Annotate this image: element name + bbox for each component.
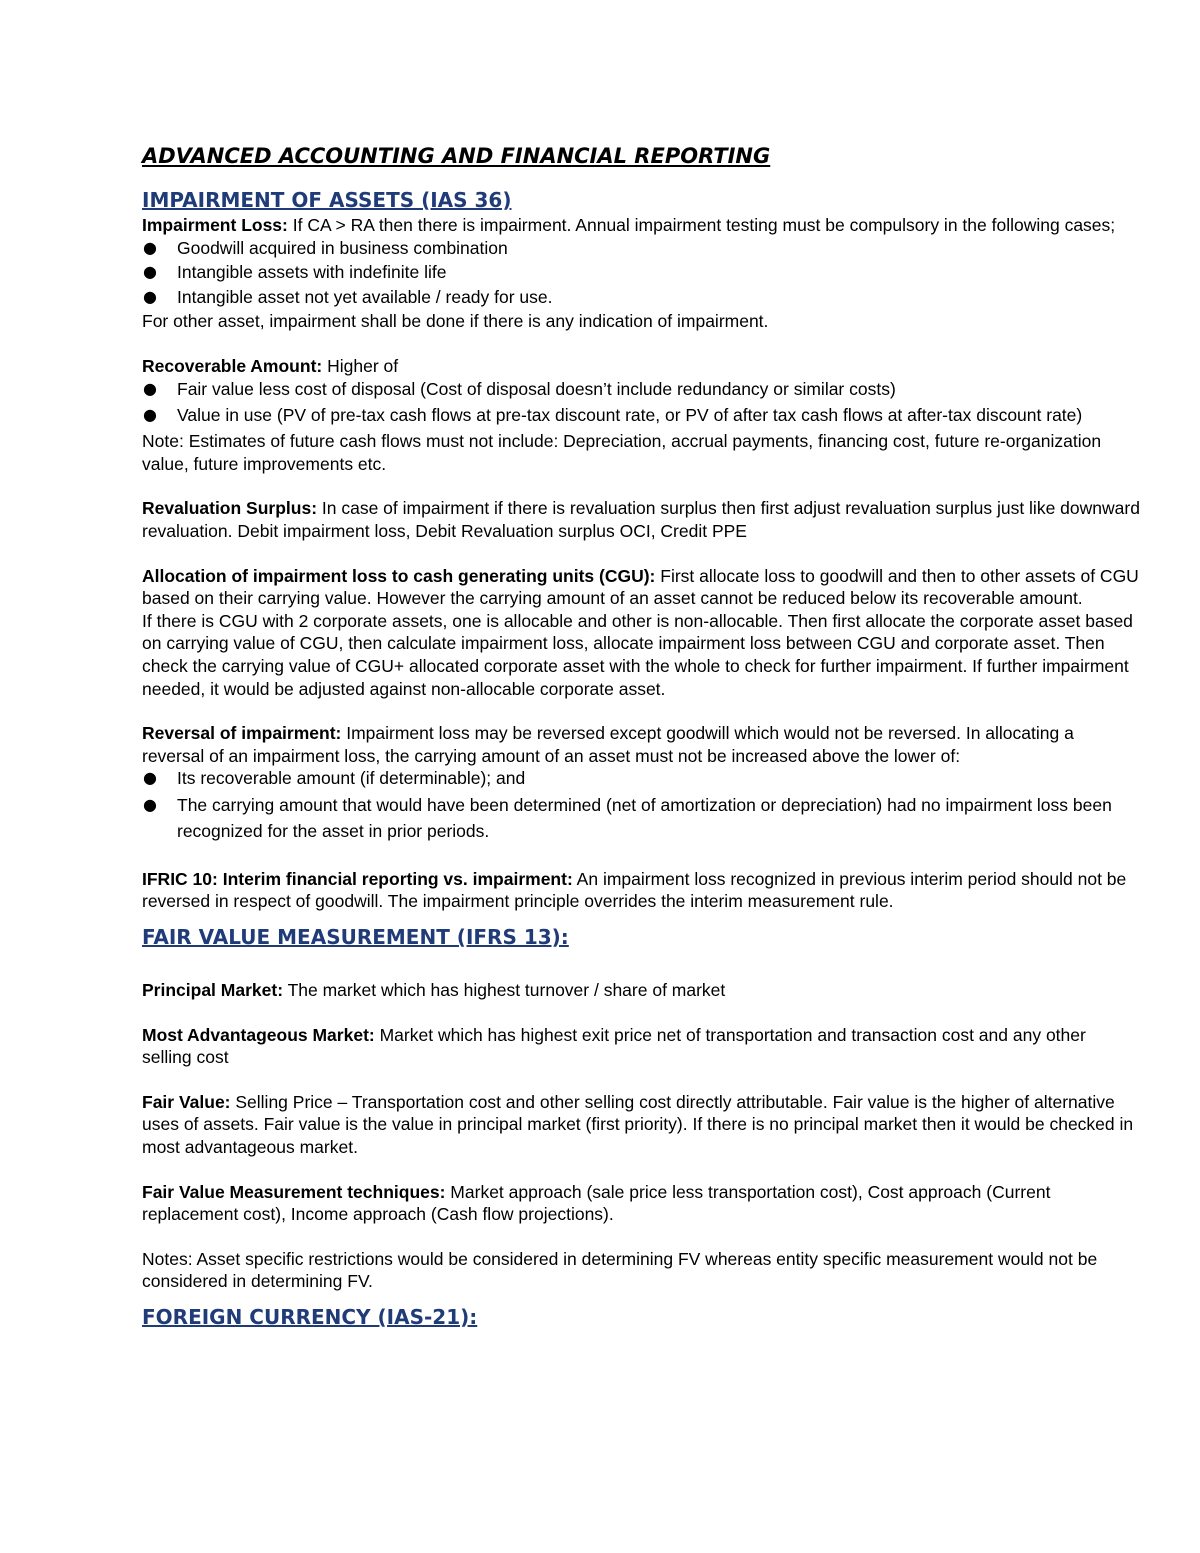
section-heading-ifrs13: FAIR VALUE MEASUREMENT (IFRS 13): bbox=[142, 925, 569, 950]
term-impairment-loss: Impairment Loss: bbox=[142, 215, 288, 235]
term-most-advantageous-market: Most Advantageous Market: bbox=[142, 1024, 375, 1045]
term-principal-market: Principal Market: bbox=[142, 980, 284, 1001]
recoverable-amount-list bbox=[142, 378, 1140, 429]
bullet-icon: ● bbox=[143, 405, 157, 425]
bullet-icon: ● bbox=[143, 794, 157, 814]
paragraph-cgu-allocation: Allocation of impairment loss to cash generating units (CGU): First allocate loss to goodwill and then to other assets of CGU based on their carrying value. However the carrying amount of an asset cannot be reduced below its recoverable amount. bbox=[142, 565, 1139, 609]
list-item: ● Value in use (PV of pre-tax cash flows at pre-tax discount rate, or PV of after tax cash flows at after-tax discount rate) bbox=[142, 402, 1140, 428]
paragraph-most-advantageous-market: Most Advantageous Market: Market which has highest exit price net of transportation and transaction cost and any other selling cost bbox=[142, 1024, 1086, 1068]
paragraph-recoverable-amount: Recoverable Amount: Higher of bbox=[142, 355, 399, 376]
paragraph-fv-techniques: Fair Value Measurement techniques: Market approach (sale price less transportation cost), Cost approach (Current replacement cost), Income approach (Cash flow projections). bbox=[142, 1181, 1051, 1225]
bullet-icon: ● bbox=[143, 768, 157, 788]
term-fv-techniques: Fair Value Measurement techniques: bbox=[142, 1181, 446, 1202]
paragraph-fv-notes: Notes: Asset specific restrictions would be considered in determining FV whereas entity specific measurement would not be considered in determining FV. bbox=[142, 1248, 1098, 1292]
list-item: ● Intangible assets with indefinite life bbox=[143, 262, 447, 283]
term-fair-value: Fair Value: bbox=[142, 1091, 231, 1112]
term-reversal: Reversal of impairment: bbox=[142, 723, 342, 744]
section-heading-ias21: FOREIGN CURRENCY (IAS-21): bbox=[142, 1305, 478, 1329]
bullet-icon: ● bbox=[143, 262, 157, 282]
bullet-icon: ● bbox=[143, 237, 157, 257]
list-item: ● Goodwill acquired in business combination bbox=[143, 237, 508, 258]
list-item: ● Fair value less cost of disposal (Cost of disposal doesn’t include redundancy or similar costs) bbox=[143, 378, 896, 399]
paragraph-cgu-corporate-assets: If there is CGU with 2 corporate assets, one is allocable and other is non-allocable. Then first allocate the corporate asset based on carrying value of CGU, then calculate impairment loss, allocate impairment loss between CGU and corporate asset. Then check the carrying value of CGU+ allocated corporate asset with the whole to check for further impairment. If further impairment needed, it would be adjusted against non-allocable corporate asset. bbox=[142, 610, 1133, 699]
paragraph-ifric10: IFRIC 10: Interim financial reporting vs. impairment: An impairment loss recognized in previous interim period should not be reversed in respect of goodwill. The impairment principle overrides the interim measurement rule. bbox=[142, 868, 1127, 912]
section-heading-ias36: IMPAIRMENT OF ASSETS (IAS 36) bbox=[142, 188, 512, 212]
list-item: ● The carrying amount that would have been determined (net of amortization or depreciation) had no impairment loss been recognized for the asset in prior periods. bbox=[142, 792, 1140, 844]
paragraph-impairment-loss: Impairment Loss: If CA > RA then there is impairment. Annual impairment testing must be compulsory in the following cases; bbox=[142, 215, 1116, 235]
document-title: ADVANCED ACCOUNTING AND FINANCIAL REPORTING bbox=[142, 144, 771, 168]
list-item: ● Its recoverable amount (if determinable); and bbox=[143, 768, 526, 789]
list-item: ● Intangible asset not yet available / ready for use. bbox=[143, 286, 553, 307]
impairment-cases-list bbox=[142, 237, 1140, 309]
paragraph-other-asset: For other asset, impairment shall be done if there is any indication of impairment. bbox=[142, 311, 769, 332]
paragraph-revaluation-surplus: Revaluation Surplus: In case of impairment if there is revaluation surplus then first adjust revaluation surplus just like downward revaluation. Debit impairment loss, Debit Revaluation surplus OCI, Credit PPE bbox=[142, 498, 1140, 541]
paragraph-reversal: Reversal of impairment: Impairment loss may be reversed except goodwill which would not be reversed. In allocating a reversal of an impairment loss, the carrying amount of an asset must not be increased above the lower of: bbox=[142, 723, 1074, 766]
term-ifric10: IFRIC 10: Interim financial reporting vs. impairment: bbox=[142, 868, 573, 889]
term-cgu-allocation: Allocation of impairment loss to cash generating units (CGU): bbox=[142, 565, 656, 586]
term-revaluation-surplus: Revaluation Surplus: bbox=[142, 498, 318, 519]
term-recoverable-amount: Recoverable Amount: bbox=[142, 355, 323, 376]
bullet-icon: ● bbox=[143, 378, 157, 398]
bullet-icon: ● bbox=[143, 286, 157, 306]
paragraph-fair-value: Fair Value: Selling Price – Transportation cost and other selling cost directly attributable. Fair value is the higher of alternative uses of assets. Fair value is the value in principal market (first priority). If there is no principal market then it would be checked in most advantageous market. bbox=[142, 1091, 1134, 1158]
paragraph-ra-note: Note: Estimates of future cash flows must not include: Depreciation, accrual payments, financing cost, future re-organization value, future improvements etc. bbox=[142, 431, 1102, 474]
paragraph-principal-market: Principal Market: The market which has highest turnover / share of market bbox=[142, 980, 726, 1001]
reversal-list bbox=[142, 767, 1140, 844]
